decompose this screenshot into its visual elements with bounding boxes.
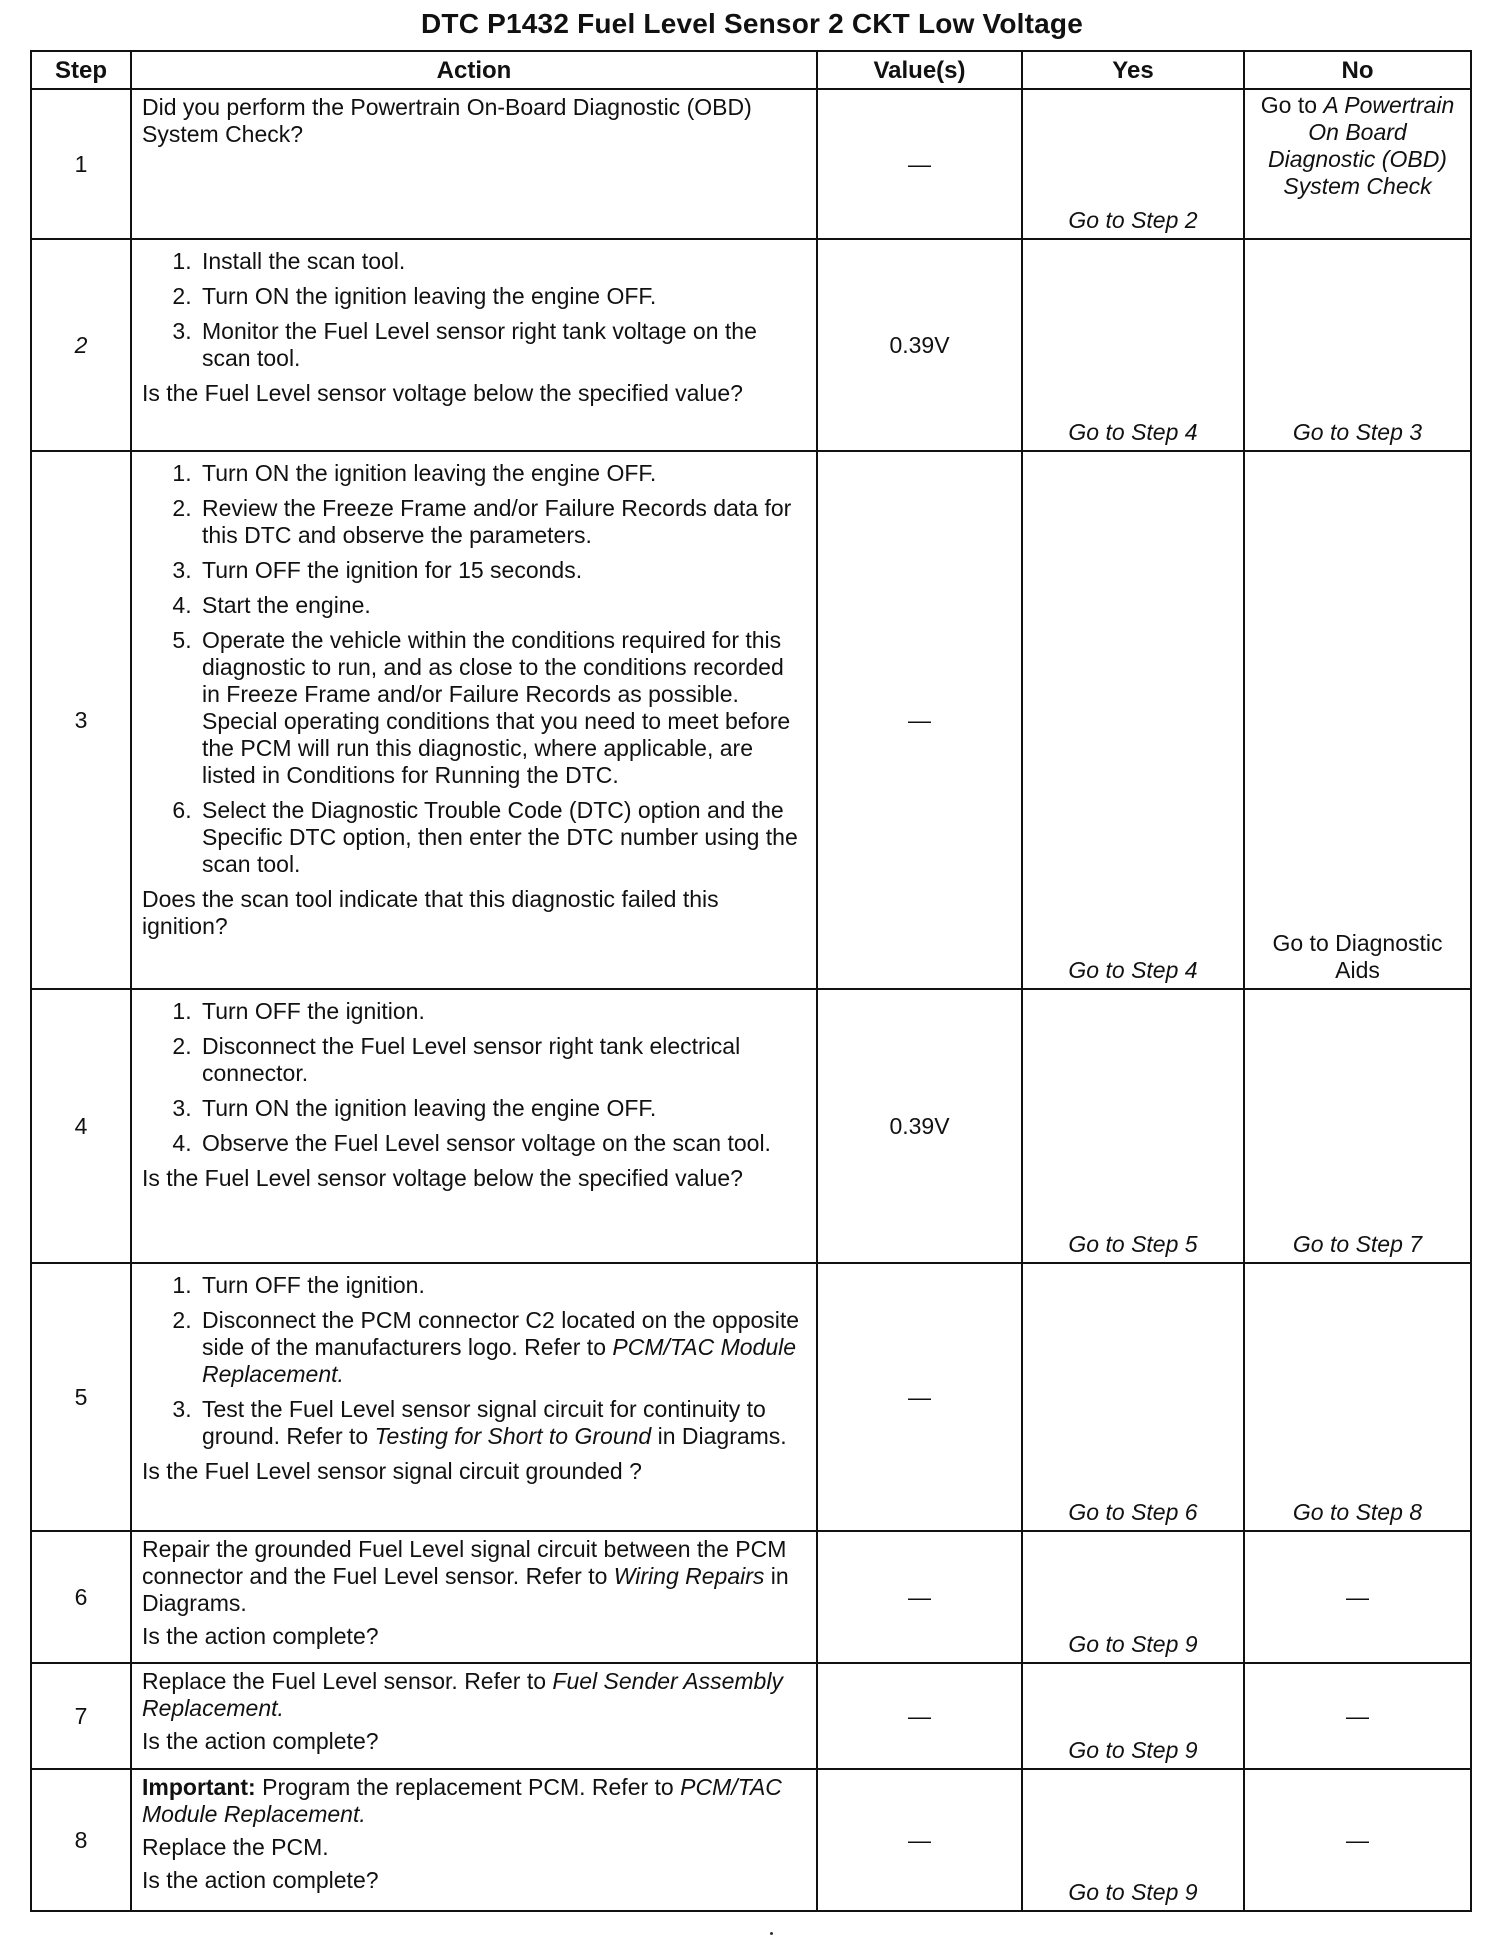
yes-link[interactable]: Go to Step 4 (1022, 451, 1244, 989)
list-item: 5. Operate the vehicle within the conditions required for this diagnostic to run, and as close to the conditions recorded in Freeze Frame and/or Failure Records as possible. Special operating conditions that you need to meet before the PCM will run this diagnostic, where applicable, are listed in Conditions for Running the DTC. (198, 627, 806, 789)
important-text: Program the replacement PCM. Refer to (255, 1774, 681, 1800)
step-number: 8 (31, 1769, 131, 1911)
action-cell (131, 239, 817, 451)
list-item: 2. Turn ON the ignition leaving the engine OFF. (198, 283, 806, 310)
header-values: Value(s) (817, 51, 1022, 89)
action-cell (131, 1263, 817, 1531)
action-steps-list (142, 1272, 806, 1450)
value-cell: — (817, 1263, 1022, 1531)
step-number: 5 (31, 1263, 131, 1531)
step-number: 1 (31, 89, 131, 239)
list-item: 2. Review the Freeze Frame and/or Failure Records data for this DTC and observe the parameters. (198, 495, 806, 549)
list-item: 3. Turn OFF the ignition for 15 seconds. (198, 557, 806, 584)
yes-link[interactable]: Go to Step 5 (1022, 989, 1244, 1263)
yes-link[interactable]: Go to Step 9 (1022, 1663, 1244, 1769)
no-link[interactable]: Go to Step 3 (1244, 239, 1471, 451)
value-cell: — (817, 451, 1022, 989)
action-question: Is the Fuel Level sensor signal circuit grounded ? (142, 1458, 642, 1484)
list-item-text: Disconnect the PCM connector C2 located on the opposite side of the manufacturers logo. Refer to (202, 1307, 800, 1360)
list-item: 1. Turn OFF the ignition. (198, 1272, 806, 1299)
no-reference: A Powertrain On Board Diagnostic (OBD) System Check (1268, 92, 1455, 199)
no-cell: — (1244, 1531, 1471, 1663)
list-item: 4. Observe the Fuel Level sensor voltage on the scan tool. (198, 1130, 806, 1157)
no-prefix: Go to (1260, 92, 1324, 118)
header-step: Step (31, 51, 131, 89)
action-paragraph (142, 1668, 806, 1722)
action-cell (131, 1531, 817, 1663)
action-question: Is the action complete? (142, 1867, 379, 1893)
list-item: 2. Disconnect the Fuel Level sensor right tank electrical connector. (198, 1033, 806, 1087)
reference-link[interactable]: Fuel Sender Assembly Replacement. (142, 1668, 783, 1721)
action-steps-list (142, 460, 806, 878)
header-action: Action (131, 51, 817, 89)
action-cell (131, 451, 817, 989)
table-row (31, 1663, 1471, 1769)
action-steps-list (142, 248, 806, 372)
important-label: Important: (142, 1774, 256, 1800)
action-question: Does the scan tool indicate that this diagnostic failed this ignition? (142, 886, 719, 939)
value-cell: 0.39V (817, 989, 1022, 1263)
table-row (31, 239, 1471, 451)
diagnostic-table (30, 50, 1472, 1912)
no-cell: — (1244, 1769, 1471, 1911)
reference-link[interactable]: Wiring Repairs (613, 1563, 765, 1589)
action-cell (131, 1769, 817, 1911)
no-link[interactable]: Go to Step 7 (1244, 989, 1471, 1263)
action-text: Replace the Fuel Level sensor. Refer to (142, 1668, 553, 1694)
no-link[interactable]: Go to Step 8 (1244, 1263, 1471, 1531)
action-question: Is the action complete? (142, 1728, 379, 1754)
value-cell: — (817, 1769, 1022, 1911)
list-item: 3. Monitor the Fuel Level sensor right tank voltage on the scan tool. (198, 318, 806, 372)
reference-link[interactable]: Testing for Short to Ground (374, 1423, 652, 1449)
value-cell: — (817, 89, 1022, 239)
table-row (31, 451, 1471, 989)
list-item: 1. Turn OFF the ignition. (198, 998, 806, 1025)
table-row (31, 989, 1471, 1263)
action-question: Is the Fuel Level sensor voltage below the specified value? (142, 380, 743, 406)
action-paragraph (142, 1774, 806, 1828)
action-text: Did you perform the Powertrain On-Board Diagnostic (OBD) System Check? (142, 94, 752, 147)
yes-link[interactable]: Go to Step 4 (1022, 239, 1244, 451)
scan-speck (770, 1932, 773, 1935)
list-item (198, 1396, 806, 1450)
step-number: 4 (31, 989, 131, 1263)
action-text: Repair the grounded Fuel Level signal circuit between the PCM connector and the Fuel Level sensor. Refer to (142, 1536, 787, 1589)
page-title: DTC P1432 Fuel Level Sensor 2 CKT Low Voltage (421, 8, 1083, 39)
action-question: Is the action complete? (142, 1623, 379, 1649)
yes-link[interactable]: Go to Step 6 (1022, 1263, 1244, 1531)
table-row (31, 1263, 1471, 1531)
reference-link[interactable]: PCM/TAC Module Replacement. (142, 1774, 782, 1827)
value-cell: — (817, 1531, 1022, 1663)
header-no: No (1244, 51, 1471, 89)
list-item: 3. Turn ON the ignition leaving the engine OFF. (198, 1095, 806, 1122)
list-item (198, 1307, 806, 1388)
table-row (31, 89, 1471, 239)
value-cell: — (817, 1663, 1022, 1769)
list-item: 1. Install the scan tool. (198, 248, 806, 275)
action-question: Is the Fuel Level sensor voltage below the specified value? (142, 1165, 743, 1191)
yes-link[interactable]: Go to Step 2 (1022, 89, 1244, 239)
no-link[interactable] (1244, 89, 1471, 239)
no-link[interactable]: Go to Diagnostic Aids (1244, 451, 1471, 989)
action-cell (131, 1663, 817, 1769)
step-number: 2 (31, 239, 131, 451)
header-yes: Yes (1022, 51, 1244, 89)
action-cell (131, 89, 817, 239)
list-item: 6. Select the Diagnostic Trouble Code (DTC) option and the Specific DTC option, then enter the DTC number using the scan tool. (198, 797, 806, 878)
yes-link[interactable]: Go to Step 9 (1022, 1531, 1244, 1663)
reference-link[interactable]: PCM/TAC Module Replacement. (202, 1334, 797, 1387)
list-item-text: Test the Fuel Level sensor signal circuit for continuity to ground. Refer to (202, 1396, 766, 1449)
list-item-tail: in Diagrams. (651, 1423, 787, 1449)
no-cell: — (1244, 1663, 1471, 1769)
yes-link[interactable]: Go to Step 9 (1022, 1769, 1244, 1911)
action-paragraph (142, 1536, 806, 1617)
action-steps-list (142, 998, 806, 1157)
table-row (31, 1769, 1471, 1911)
table-header-row (31, 51, 1471, 89)
table-row (31, 1531, 1471, 1663)
list-item: 4. Start the engine. (198, 592, 806, 619)
action-tail: in Diagrams. (142, 1563, 789, 1616)
step-number: 7 (31, 1663, 131, 1769)
step-number: 6 (31, 1531, 131, 1663)
value-cell: 0.39V (817, 239, 1022, 451)
action-line: Replace the PCM. (142, 1834, 329, 1860)
list-item: 1. Turn ON the ignition leaving the engine OFF. (198, 460, 806, 487)
action-cell (131, 989, 817, 1263)
step-number: 3 (31, 451, 131, 989)
